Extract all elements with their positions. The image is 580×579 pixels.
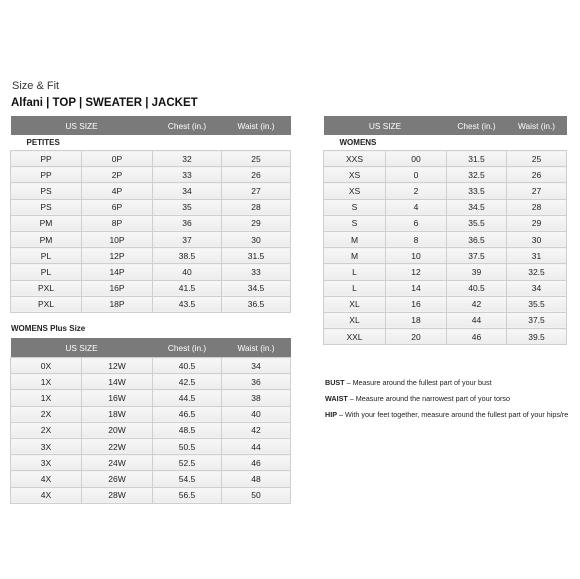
waist-cell: 31 [507,248,567,264]
waist-cell: 30 [222,231,291,247]
chest-cell: 56.5 [153,487,222,503]
size-cell: XL [324,312,386,328]
plus-size-title: WOMENS Plus Size [11,324,86,333]
size-cell: XS [324,183,386,199]
size-cell: PS [11,183,82,199]
size-cell: 0X [11,358,82,374]
table-row [324,296,567,312]
chest-cell: 43.5 [153,296,222,312]
numeric-size-cell: 0 [386,167,447,183]
waist-cell: 46 [222,455,291,471]
size-cell: PL [11,264,82,280]
chest-cell: 40 [153,264,222,280]
note-waist: WAIST – Measure around the narrowest part of your torso [325,394,510,403]
header-chest: Chest (in.) [153,338,222,358]
plus-size-table [10,338,291,504]
table-row [324,199,567,215]
size-cell: XXS [324,151,386,167]
table-row [324,183,567,199]
chest-cell: 35 [153,199,222,215]
note-bust: BUST – Measure around the fullest part of your bust [325,378,492,387]
waist-cell: 27 [507,183,567,199]
waist-cell: 38 [222,390,291,406]
numeric-size-cell: 6P [82,199,153,215]
numeric-size-cell: 24W [82,455,153,471]
chest-cell: 36 [153,215,222,231]
header-chest: Chest (in.) [447,116,507,135]
section-label-row [11,135,291,151]
chest-cell: 52.5 [153,455,222,471]
header-waist: Waist (in.) [222,338,291,358]
numeric-size-cell: 26W [82,471,153,487]
size-cell: L [324,280,386,296]
size-cell: 2X [11,422,82,438]
size-cell: 1X [11,390,82,406]
waist-cell: 30 [507,231,567,247]
section-label-row [324,135,567,151]
table-row [11,358,291,374]
note-hip: HIP – With your feet together, measure around the fullest part of your hips/re [325,410,569,419]
product-title: Alfani | TOP | SWEATER | JACKET [11,97,198,109]
table-row [324,248,567,264]
table-row [324,151,567,167]
size-cell: PP [11,167,82,183]
size-cell: PXL [11,280,82,296]
header-chest: Chest (in.) [153,116,222,135]
numeric-size-cell: 4 [386,199,447,215]
numeric-size-cell: 6 [386,215,447,231]
waist-cell: 34.5 [222,280,291,296]
table-row [324,329,567,345]
chest-cell: 39 [447,264,507,280]
waist-cell: 31.5 [222,248,291,264]
numeric-size-cell: 18 [386,312,447,328]
chest-cell: 36.5 [447,231,507,247]
numeric-size-cell: 20 [386,329,447,345]
table-row [11,374,291,390]
waist-cell: 28 [222,199,291,215]
size-cell: PXL [11,296,82,312]
numeric-size-cell: 20W [82,422,153,438]
chest-cell: 40.5 [153,358,222,374]
waist-cell: 27 [222,183,291,199]
header-us-size: US SIZE [11,338,153,358]
table-row [11,471,291,487]
table-row [11,199,291,215]
chest-cell: 42.5 [153,374,222,390]
size-cell: L [324,264,386,280]
size-cell: 3X [11,455,82,471]
size-fit-label: Size & Fit [12,80,60,92]
table-row [324,280,567,296]
numeric-size-cell: 10 [386,248,447,264]
section-label: PETITES [11,135,291,151]
size-cell: S [324,215,386,231]
numeric-size-cell: 16P [82,280,153,296]
chest-cell: 34.5 [447,199,507,215]
size-cell: XL [324,296,386,312]
measurement-notes [325,375,568,423]
numeric-size-cell: 8 [386,231,447,247]
size-cell: 4X [11,471,82,487]
chest-cell: 32.5 [447,167,507,183]
chest-cell: 35.5 [447,215,507,231]
numeric-size-cell: 8P [82,215,153,231]
waist-cell: 25 [222,151,291,167]
table-row [11,296,291,312]
table-row [324,167,567,183]
chest-cell: 37 [153,231,222,247]
numeric-size-cell: 14P [82,264,153,280]
waist-cell: 37.5 [507,312,567,328]
size-cell: M [324,231,386,247]
table-row [11,406,291,422]
size-cell: PP [11,151,82,167]
size-cell: M [324,248,386,264]
size-cell: PM [11,231,82,247]
waist-cell: 34 [507,280,567,296]
header-waist: Waist (in.) [222,116,291,135]
numeric-size-cell: 2 [386,183,447,199]
waist-cell: 36 [222,374,291,390]
table-row [324,264,567,280]
chest-cell: 46.5 [153,406,222,422]
table-row [324,215,567,231]
waist-cell: 50 [222,487,291,503]
numeric-size-cell: 12P [82,248,153,264]
numeric-size-cell: 2P [82,167,153,183]
table-row [11,390,291,406]
size-cell: XS [324,167,386,183]
table-row [11,167,291,183]
numeric-size-cell: 10P [82,231,153,247]
size-cell: PS [11,199,82,215]
chest-cell: 32 [153,151,222,167]
chest-cell: 44 [447,312,507,328]
chest-cell: 33 [153,167,222,183]
numeric-size-cell: 18P [82,296,153,312]
waist-cell: 32.5 [507,264,567,280]
numeric-size-cell: 16 [386,296,447,312]
table-row [11,151,291,167]
size-cell: PM [11,215,82,231]
waist-cell: 29 [507,215,567,231]
chest-cell: 31.5 [447,151,507,167]
chest-cell: 37.5 [447,248,507,264]
size-cell: 2X [11,406,82,422]
table-row [11,264,291,280]
numeric-size-cell: 22W [82,438,153,454]
chest-cell: 46 [447,329,507,345]
numeric-size-cell: 00 [386,151,447,167]
header-waist: Waist (in.) [507,116,567,135]
size-cell: S [324,199,386,215]
waist-cell: 44 [222,438,291,454]
size-cell: PL [11,248,82,264]
table-row [324,231,567,247]
waist-cell: 35.5 [507,296,567,312]
waist-cell: 34 [222,358,291,374]
section-label: WOMENS [324,135,567,151]
header-us-size: US SIZE [11,116,153,135]
chest-cell: 44.5 [153,390,222,406]
waist-cell: 33 [222,264,291,280]
table-row [11,487,291,503]
header-us-size: US SIZE [324,116,447,135]
waist-cell: 40 [222,406,291,422]
table-row [11,422,291,438]
chest-cell: 50.5 [153,438,222,454]
table-row [11,455,291,471]
numeric-size-cell: 12W [82,358,153,374]
waist-cell: 29 [222,215,291,231]
chest-cell: 34 [153,183,222,199]
petites-size-table [10,116,291,313]
table-row [11,438,291,454]
waist-cell: 26 [222,167,291,183]
table-row [11,215,291,231]
chest-cell: 48.5 [153,422,222,438]
chest-cell: 54.5 [153,471,222,487]
chest-cell: 38.5 [153,248,222,264]
waist-cell: 42 [222,422,291,438]
size-cell: 4X [11,487,82,503]
numeric-size-cell: 18W [82,406,153,422]
chest-cell: 33.5 [447,183,507,199]
chest-cell: 41.5 [153,280,222,296]
table-row [11,280,291,296]
table-row [11,231,291,247]
numeric-size-cell: 14 [386,280,447,296]
size-cell: XXL [324,329,386,345]
waist-cell: 39.5 [507,329,567,345]
waist-cell: 48 [222,471,291,487]
waist-cell: 36.5 [222,296,291,312]
table-row [324,312,567,328]
numeric-size-cell: 16W [82,390,153,406]
table-row [11,248,291,264]
chest-cell: 42 [447,296,507,312]
table-row [11,183,291,199]
size-cell: 3X [11,438,82,454]
womens-size-table [323,116,567,345]
numeric-size-cell: 4P [82,183,153,199]
chest-cell: 40.5 [447,280,507,296]
numeric-size-cell: 28W [82,487,153,503]
waist-cell: 26 [507,167,567,183]
numeric-size-cell: 0P [82,151,153,167]
numeric-size-cell: 14W [82,374,153,390]
numeric-size-cell: 12 [386,264,447,280]
size-cell: 1X [11,374,82,390]
waist-cell: 25 [507,151,567,167]
waist-cell: 28 [507,199,567,215]
